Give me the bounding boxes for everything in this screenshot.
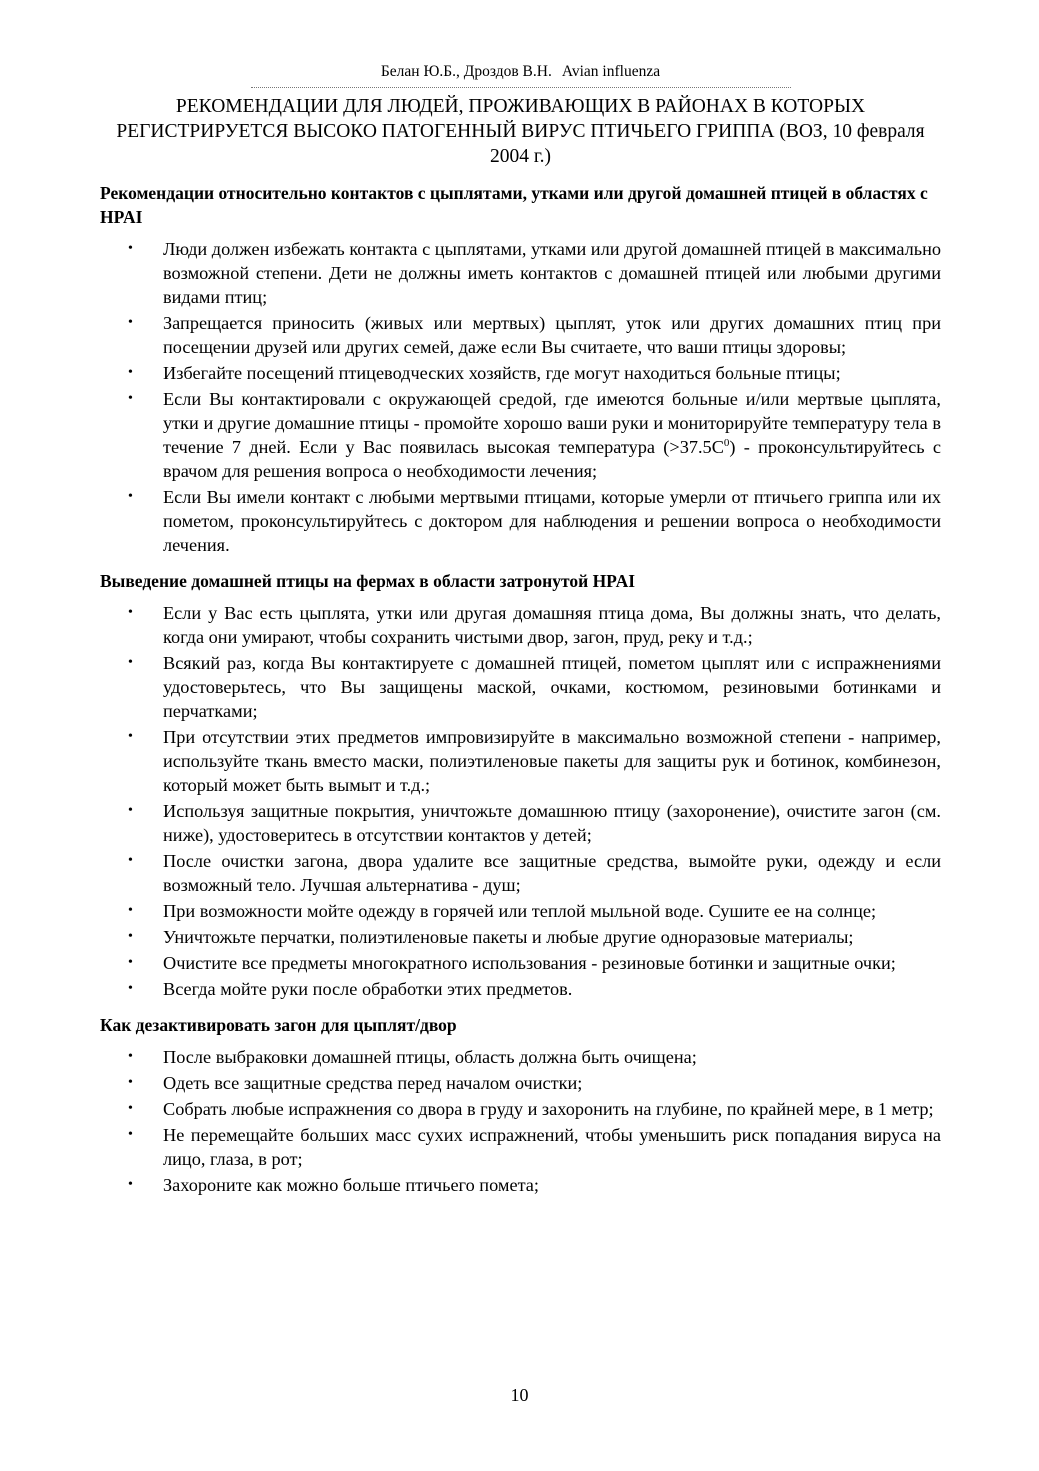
list-item: • Всякий раз, когда Вы контактируете с домашней птицей, пометом цыплят или с испражнениями удостоверьтесь, что Вы защищены маской, очками, костюмом, резиновыми ботинками и перчатками; (128, 653, 941, 721)
page-title: РЕКОМЕНДАЦИИ ДЛЯ ЛЮДЕЙ, ПРОЖИВАЮЩИХ В РАЙОНАХ В КОТОРЫХ РЕГИСТРИРУЕТСЯ ВЫСОКО ПАТОГЕННЫЙ ВИРУС ПТИЧЬЕГО ГРИППА (ВОЗ, 10 февраля 2004 г.) (116, 96, 925, 167)
list-item: • Не перемещайте больших масс сухих испражнений, чтобы уменьшить риск попадания вируса на лицо, глаза, в рот; (128, 1125, 941, 1169)
bullet-icon: • (128, 605, 133, 620)
bullet-icon: • (128, 903, 133, 918)
list-item: • Если у Вас есть цыплята, утки или другая домашняя птица дома, Вы должны знать, что делать, когда они умирают, чтобы сохранить чистыми двор, загон, пруд, реку и т.д.; (128, 603, 941, 647)
list-item: • Избегайте посещений птицеводческих хозяйств, где могут находиться больные птицы; (128, 363, 841, 383)
list-item: • Всегда мойте руки после обработки этих предметов. (128, 979, 573, 999)
page-number: 10 (510, 1385, 529, 1405)
bullet-icon: • (128, 489, 133, 504)
bullet-icon: • (128, 241, 133, 256)
bullet-icon: • (128, 315, 133, 330)
list-item: • Захороните как можно больше птичьего помета; (128, 1175, 539, 1195)
list-item: • Уничтожьте перчатки, полиэтиленовые пакеты и любые другие одноразовые материалы; (128, 927, 854, 947)
temperature-superscript: 0 (723, 436, 730, 449)
list-item: • Одеть все защитные средства перед началом очистки; (128, 1073, 583, 1093)
section-list-decontamination (100, 1045, 941, 1197)
bullet-icon: • (128, 1049, 133, 1064)
bullet-icon: • (128, 929, 133, 944)
section-list-contacts (100, 237, 941, 557)
list-item: • Запрещается приносить (живых или мертвых) цыплят, уток или других домашних птиц при посещении друзей или других семей, даже если Вы считаете, что ваши птицы здоровы; (128, 313, 941, 357)
bullet-icon: • (128, 803, 133, 818)
list-item: • Если Вы имели контакт с любыми мертвыми птицами, которые умерли от птичьего гриппа или их пометом, проконсультируйтесь с доктором для наблюдения и решении вопроса о необходимости лечения. (128, 487, 941, 555)
list-item: • Собрать любые испражнения со двора в груду и захоронить на глубине, по крайней мере, в 1 метр; (128, 1099, 934, 1119)
bullet-icon: • (128, 981, 133, 996)
list-item: • После выбраковки домашней птицы, область должна быть очищена; (128, 1047, 697, 1067)
bullet-icon: • (128, 365, 133, 380)
list-item: • Люди должен избежать контакта с цыплятами, утками или другой домашней птицей в максимально возможной степени. Дети не должны иметь контактов с домашней птицей или любыми другими видами птиц; (128, 239, 941, 307)
bullet-icon: • (128, 1075, 133, 1090)
header-divider (251, 87, 791, 88)
header-topic: Avian influenza (561, 63, 661, 80)
header-authors: Белан Ю.Б., Дроздов В.Н. (380, 63, 552, 80)
section-heading-contacts: Рекомендации относительно контактов с цыплятами, утками или другой домашней птицей в областях с HPAI (100, 183, 928, 227)
bullet-icon: • (128, 729, 133, 744)
list-item: • После очистки загона, двора удалите все защитные средства, вымойте руки, одежду и если возможный тело. Лучшая альтернатива - душ; (128, 851, 941, 895)
list-item: • При возможности мойте одежду в горячей или теплой мыльной воде. Сушите ее на солнце; (128, 901, 877, 921)
bullet-icon: • (128, 955, 133, 970)
list-item: • Если Вы контактировали с окружающей средой, где имеются больные и/или мертвые цыплята, утки и другие домашние птицы - промойте хорошо ваши руки и мониторируйте температуру тела в течение 7 дней. Если у Вас появилась высокая температура $(>37.5C^0)$ - проконсультируйтесь с врачом для решения вопроса о необходимости лечения; (128, 389, 941, 481)
bullet-icon: • (128, 391, 133, 406)
bullet-icon: • (128, 853, 133, 868)
list-item: • Используя защитные покрытия, уничтожьте домашнюю птицу (захоронение), очистите загон (см. ниже), удостоверитесь в отсутствии контактов у детей; (128, 801, 941, 845)
bullet-icon: • (128, 1101, 133, 1116)
section-heading-decontamination: Как дезактивировать загон для цыплят/двор (100, 1015, 457, 1035)
section-list-farms (100, 601, 941, 1001)
list-item: • При отсутствии этих предметов импровизируйте в максимально возможной степени - например, используйте ткань вместо маски, полиэтиленовые пакеты для защиты рук и ботинок, комбинезон, который может быть вымыт и т.д.; (128, 727, 941, 795)
bullet-icon: • (128, 1177, 133, 1192)
bullet-icon: • (128, 655, 133, 670)
bullet-icon: • (128, 1127, 133, 1142)
section-heading-farms: Выведение домашней птицы на фермах в области затронутой HPAI (100, 571, 636, 591)
running-header (100, 0, 941, 82)
list-item: • Очистите все предметы многократного использования - резиновые ботинки и защитные очки; (128, 953, 896, 973)
